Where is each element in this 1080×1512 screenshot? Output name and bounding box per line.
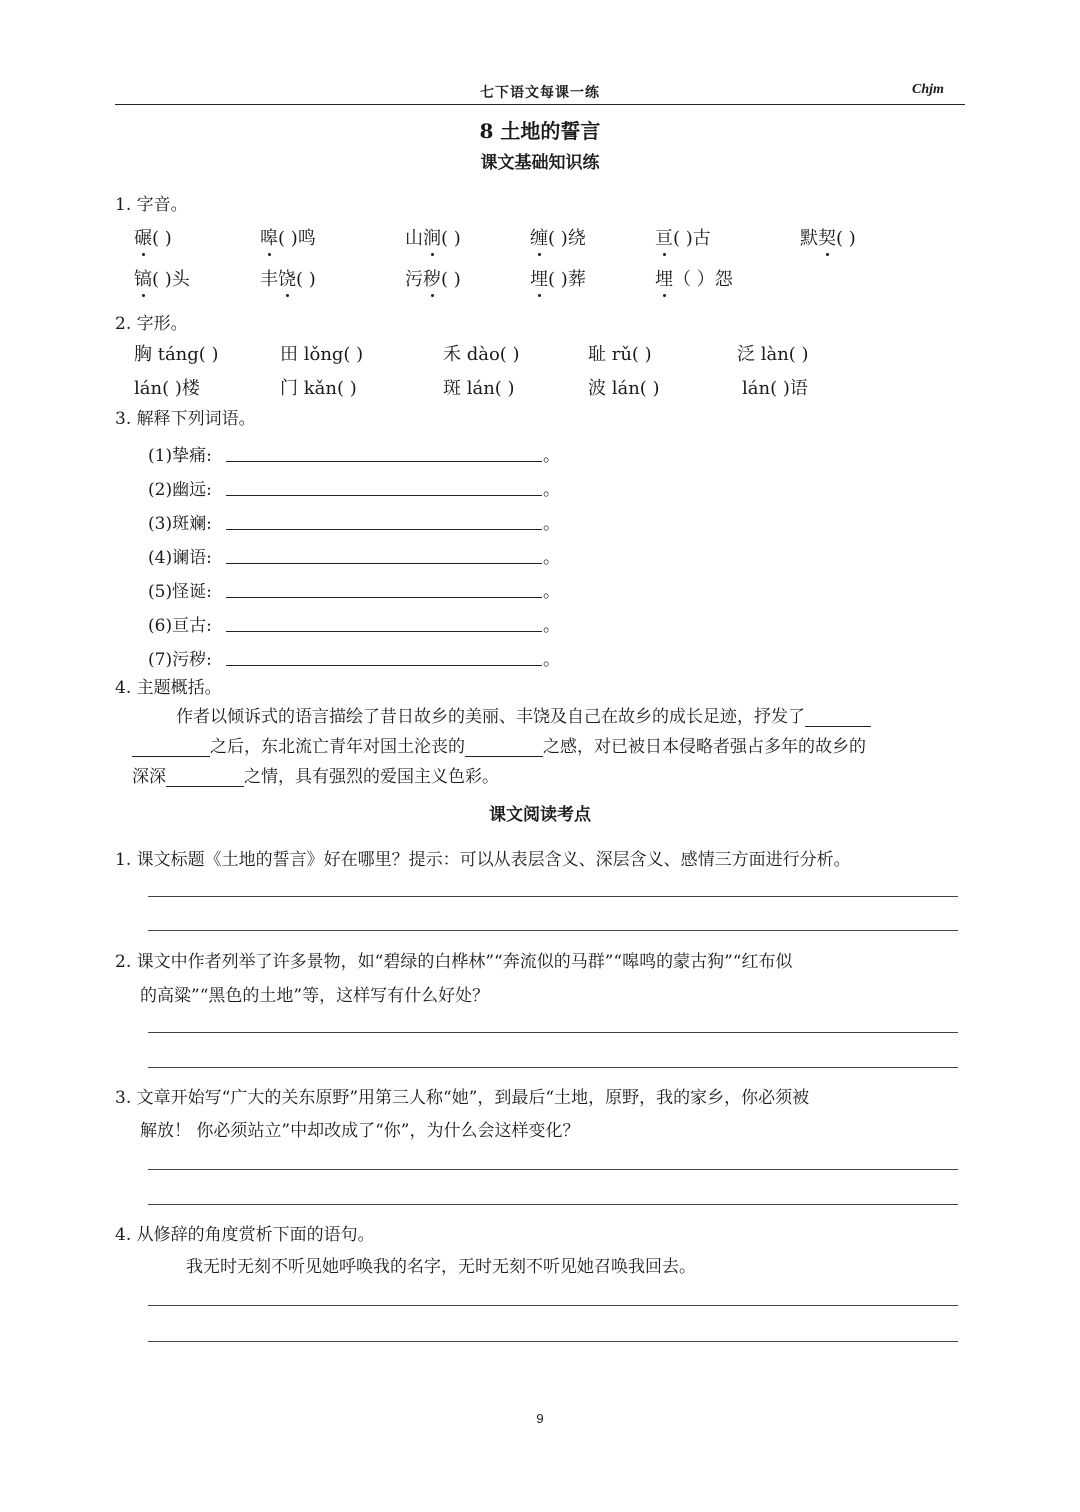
q1-item-blank[interactable]: ( ) <box>296 269 316 290</box>
q1-item-dotted-char: 碾 <box>134 224 152 250</box>
r4-answer-line-1[interactable] <box>148 1305 958 1306</box>
r1-answer-line-1[interactable] <box>148 896 958 897</box>
q1-item-prefix: 丰 <box>260 269 278 290</box>
q4-blank-2[interactable] <box>465 738 543 757</box>
q1-item-blank[interactable]: （ ）怨 <box>673 269 733 290</box>
q1-item <box>530 265 586 291</box>
q3-answer-line[interactable] <box>226 563 542 564</box>
r4-answer-line-2[interactable] <box>148 1341 958 1342</box>
q1-item-dotted-char: 亘 <box>655 224 673 250</box>
q2-item[interactable]: 耻 rǔ( ) <box>588 344 652 365</box>
r3-answer-line-2[interactable] <box>148 1204 958 1205</box>
q2-item[interactable]: 波 lán( ) <box>588 378 660 399</box>
r2-question-line2: 的高粱”“黑色的土地”等，这样写有什么好处？ <box>140 986 490 1006</box>
q3-label: 3. 解释下列词语。 <box>115 409 256 429</box>
q2-item[interactable]: 门 kǎn( ) <box>280 378 357 399</box>
q2-item[interactable]: lán( )语 <box>742 378 808 399</box>
q1-item <box>134 265 190 291</box>
q3-answer-line[interactable] <box>226 597 542 598</box>
q1-item-blank[interactable]: ( )绕 <box>548 228 586 249</box>
section-basic-title: 课文基础知识练 <box>480 153 600 173</box>
r4-question: 4. 从修辞的角度赏析下面的语句。 <box>115 1225 375 1245</box>
r1-question: 1. 课文标题《土地的誓言》好在哪里？提示：可以从表层含义、深层含义、感情三方面进行分析。 <box>115 850 851 870</box>
q1-item <box>800 224 856 250</box>
q3-period: 。 <box>543 582 560 602</box>
q3-answer-line[interactable] <box>226 665 542 666</box>
q4-line3b: 之情，具有强烈的爱国主义色彩。 <box>244 767 499 787</box>
q4-blank-3[interactable] <box>166 768 244 787</box>
q1-item-dotted-char: 饶 <box>278 265 296 291</box>
q2-item[interactable]: 胸 táng( ) <box>134 344 219 365</box>
header-author: Chjm <box>912 82 944 97</box>
q3-term: (7)污秽: <box>148 650 212 670</box>
q1-item-blank[interactable]: ( )古 <box>673 228 711 249</box>
header-title: 七下语文每课一练 <box>480 85 600 101</box>
q4-line3 <box>132 762 499 787</box>
q1-item-dotted-char: 缠 <box>530 224 548 250</box>
q1-item-prefix: 山 <box>405 228 423 249</box>
q3-term: (2)幽远: <box>148 480 212 500</box>
q2-item[interactable]: 泛 làn( ) <box>737 344 809 365</box>
q2-label: 2. 字形。 <box>115 314 188 334</box>
q1-item-dotted-char: 埋 <box>655 265 673 291</box>
r2-answer-line-1[interactable] <box>148 1032 958 1033</box>
q4-line2b: 之感，对已被日本侵略者强占多年的故乡的 <box>543 737 866 757</box>
r3-answer-line-1[interactable] <box>148 1169 958 1170</box>
q3-term: (6)亘古: <box>148 616 212 636</box>
q2-item[interactable]: 斑 lán( ) <box>443 378 515 399</box>
q4-line2 <box>132 732 866 757</box>
q3-period: 。 <box>543 514 560 534</box>
q4-line2a: 之后，东北流亡青年对国土沦丧的 <box>210 737 465 757</box>
q1-item-prefix: 污 <box>405 269 423 290</box>
q4-line1 <box>176 702 871 727</box>
q1-item-blank[interactable]: ( ) <box>441 228 461 249</box>
q3-answer-line[interactable] <box>226 495 542 496</box>
lesson-title: 8 土地的誓言 <box>479 119 601 143</box>
q1-item <box>530 224 586 250</box>
r2-answer-line-2[interactable] <box>148 1067 958 1068</box>
q4-line3a: 深深 <box>132 767 166 787</box>
q1-item <box>405 224 461 250</box>
q1-item-blank[interactable]: ( ) <box>152 228 172 249</box>
q1-item-dotted-char: 秽 <box>423 265 441 291</box>
q3-period: 。 <box>543 480 560 500</box>
q4-label: 4. 主题概括。 <box>115 678 222 698</box>
q1-item-dotted-char: 契 <box>818 224 836 250</box>
q1-item <box>655 224 711 250</box>
q1-item-blank[interactable]: ( )葬 <box>548 269 586 290</box>
q1-item-blank[interactable]: ( )鸣 <box>278 228 316 249</box>
q1-item-dotted-char: 嗥 <box>260 224 278 250</box>
q1-item-blank[interactable]: ( ) <box>441 269 461 290</box>
q4-blank-1a[interactable] <box>805 708 871 727</box>
q1-item-blank[interactable]: ( ) <box>836 228 856 249</box>
r4-quote: 我无时无刻不听见她呼唤我的名字，无时无刻不听见她召唤我回去。 <box>186 1257 696 1277</box>
q1-item-dotted-char: 镐 <box>134 265 152 291</box>
q1-item-dotted-char: 埋 <box>530 265 548 291</box>
q1-item <box>260 265 316 291</box>
q3-term: (4)谰语: <box>148 548 212 568</box>
q1-item <box>260 224 316 250</box>
q3-answer-line[interactable] <box>226 529 542 530</box>
q3-term: (5)怪诞: <box>148 582 212 602</box>
q3-period: 。 <box>543 650 560 670</box>
q3-period: 。 <box>543 616 560 636</box>
header-rule <box>115 104 965 105</box>
q1-item-prefix: 默 <box>800 228 818 249</box>
q1-item-dotted-char: 涧 <box>423 224 441 250</box>
q4-blank-1b[interactable] <box>132 738 210 757</box>
q2-item[interactable]: 田 lǒng( ) <box>280 344 364 365</box>
r2-question-line1: 2. 课文中作者列举了许多景物，如“碧绿的白桦林”“奔流似的马群”“嗥鸣的蒙古狗”“红布似 <box>115 952 793 972</box>
q1-label: 1. 字音。 <box>115 195 188 215</box>
page-number: 9 <box>536 1411 544 1426</box>
q3-period: 。 <box>543 548 560 568</box>
q3-period: 。 <box>543 446 560 466</box>
q3-term: (1)挚痛: <box>148 446 212 466</box>
q1-item <box>134 224 172 250</box>
section-reading-title: 课文阅读考点 <box>489 805 591 825</box>
q1-item <box>655 265 733 291</box>
r3-question-line2: 解放！ 你必须站立”中却改成了“你”，为什么会这样变化？ <box>140 1121 580 1141</box>
q1-item <box>405 265 461 291</box>
q4-line1-text: 作者以倾诉式的语言描绘了昔日故乡的美丽、丰饶及自己在故乡的成长足迹，抒发了 <box>176 707 805 727</box>
q1-item-blank[interactable]: ( )头 <box>152 269 190 290</box>
q3-term: (3)斑斓: <box>148 514 212 534</box>
q3-answer-line[interactable] <box>226 631 542 632</box>
r3-question-line1: 3. 文章开始写“广大的关东原野”用第三人称“她”，到最后“土地，原野，我的家乡，你必须被 <box>115 1088 810 1108</box>
q2-item[interactable]: lán( )楼 <box>134 378 200 399</box>
q3-answer-line[interactable] <box>226 461 542 462</box>
r1-answer-line-2[interactable] <box>148 930 958 931</box>
q2-item[interactable]: 禾 dào( ) <box>443 344 520 365</box>
